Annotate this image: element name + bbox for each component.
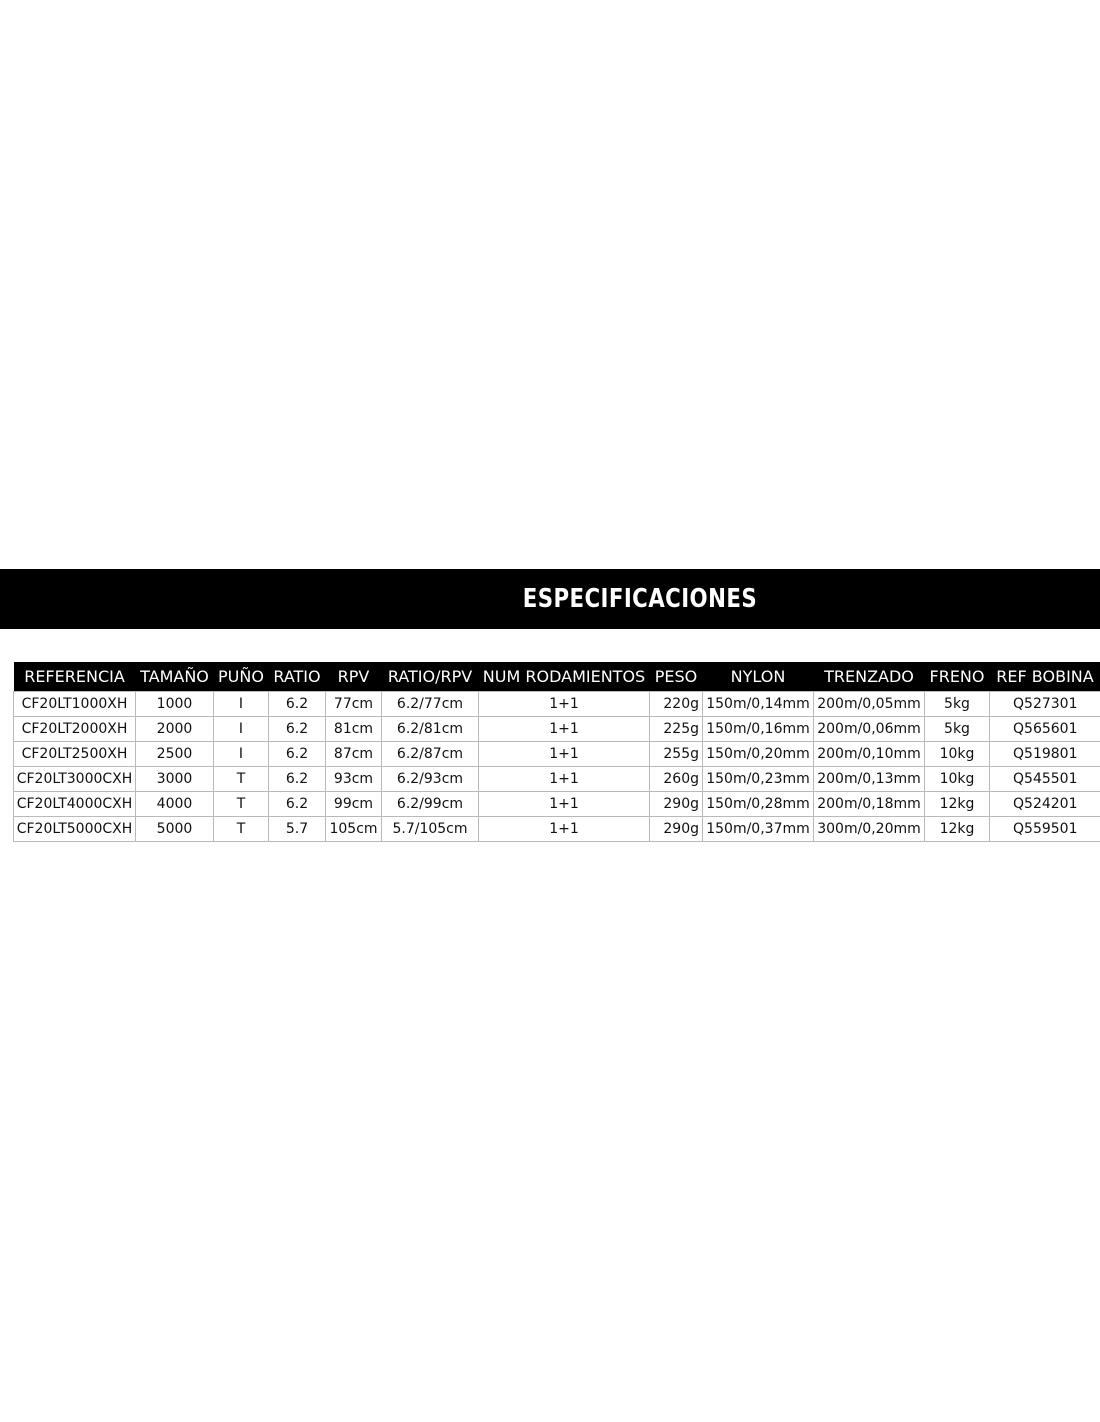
cell-referencia: CF20LT5000CXH	[14, 817, 136, 842]
header-puno: PUÑO	[214, 662, 269, 692]
cell-tamano: 1000	[136, 692, 214, 717]
cell-ref-bobina: Q519801	[990, 742, 1100, 767]
cell-puno: I	[214, 692, 269, 717]
cell-rpv: 105cm	[326, 817, 382, 842]
table-row	[14, 817, 1100, 842]
cell-tamano: 2500	[136, 742, 214, 767]
cell-peso: 290g	[650, 817, 703, 842]
cell-ratio-rpv: 6.2/77cm	[382, 692, 479, 717]
cell-ratio: 5.7	[269, 817, 326, 842]
section-title: ESPECIFICACIONES	[522, 584, 758, 614]
header-ratio: RATIO	[269, 662, 326, 692]
table-row	[14, 767, 1100, 792]
cell-trenzado: 200m/0,10mm	[814, 742, 925, 767]
table-row	[14, 792, 1100, 817]
cell-peso: 220g	[650, 692, 703, 717]
cell-ratio: 6.2	[269, 767, 326, 792]
cell-rpv: 99cm	[326, 792, 382, 817]
cell-tamano: 2000	[136, 717, 214, 742]
table-row	[14, 692, 1100, 717]
table-row	[14, 717, 1100, 742]
cell-peso: 290g	[650, 792, 703, 817]
cell-rpv: 87cm	[326, 742, 382, 767]
cell-nylon: 150m/0,23mm	[703, 767, 814, 792]
header-referencia: REFERENCIA	[14, 662, 136, 692]
header-ref-bobina: REF BOBINA	[990, 662, 1100, 692]
cell-num-rodamientos: 1+1	[479, 692, 650, 717]
cell-freno: 5kg	[925, 717, 990, 742]
table-header-row	[14, 662, 1100, 692]
cell-nylon: 150m/0,20mm	[703, 742, 814, 767]
section-banner	[0, 569, 1100, 629]
cell-ref-bobina: Q524201	[990, 792, 1100, 817]
cell-rpv: 81cm	[326, 717, 382, 742]
cell-nylon: 150m/0,37mm	[703, 817, 814, 842]
header-ratio-rpv: RATIO/RPV	[382, 662, 479, 692]
cell-ratio: 6.2	[269, 717, 326, 742]
cell-referencia: CF20LT4000CXH	[14, 792, 136, 817]
cell-num-rodamientos: 1+1	[479, 767, 650, 792]
header-trenzado: TRENZADO	[814, 662, 925, 692]
cell-trenzado: 300m/0,20mm	[814, 817, 925, 842]
cell-freno: 5kg	[925, 692, 990, 717]
specifications-table	[13, 662, 1100, 842]
cell-ref-bobina: Q559501	[990, 817, 1100, 842]
cell-freno: 12kg	[925, 792, 990, 817]
cell-nylon: 150m/0,16mm	[703, 717, 814, 742]
cell-referencia: CF20LT3000CXH	[14, 767, 136, 792]
cell-num-rodamientos: 1+1	[479, 817, 650, 842]
cell-nylon: 150m/0,14mm	[703, 692, 814, 717]
cell-ratio-rpv: 6.2/93cm	[382, 767, 479, 792]
cell-ref-bobina: Q527301	[990, 692, 1100, 717]
cell-ratio-rpv: 6.2/81cm	[382, 717, 479, 742]
cell-freno: 10kg	[925, 767, 990, 792]
header-tamano: TAMAÑO	[136, 662, 214, 692]
cell-ratio-rpv: 5.7/105cm	[382, 817, 479, 842]
table-row	[14, 742, 1100, 767]
cell-tamano: 3000	[136, 767, 214, 792]
cell-peso: 260g	[650, 767, 703, 792]
cell-ratio: 6.2	[269, 742, 326, 767]
cell-trenzado: 200m/0,05mm	[814, 692, 925, 717]
header-num-rodamientos: NUM RODAMIENTOS	[479, 662, 650, 692]
cell-freno: 12kg	[925, 817, 990, 842]
cell-peso: 225g	[650, 717, 703, 742]
cell-ratio: 6.2	[269, 792, 326, 817]
cell-puno: T	[214, 792, 269, 817]
cell-trenzado: 200m/0,18mm	[814, 792, 925, 817]
cell-ratio-rpv: 6.2/99cm	[382, 792, 479, 817]
cell-peso: 255g	[650, 742, 703, 767]
cell-num-rodamientos: 1+1	[479, 742, 650, 767]
cell-puno: I	[214, 742, 269, 767]
cell-puno: T	[214, 767, 269, 792]
cell-puno: I	[214, 717, 269, 742]
cell-rpv: 93cm	[326, 767, 382, 792]
cell-trenzado: 200m/0,06mm	[814, 717, 925, 742]
header-freno: FRENO	[925, 662, 990, 692]
header-rpv: RPV	[326, 662, 382, 692]
cell-ratio-rpv: 6.2/87cm	[382, 742, 479, 767]
cell-ref-bobina: Q565601	[990, 717, 1100, 742]
header-nylon: NYLON	[703, 662, 814, 692]
cell-ratio: 6.2	[269, 692, 326, 717]
cell-tamano: 5000	[136, 817, 214, 842]
cell-referencia: CF20LT2500XH	[14, 742, 136, 767]
cell-num-rodamientos: 1+1	[479, 792, 650, 817]
cell-freno: 10kg	[925, 742, 990, 767]
cell-referencia: CF20LT1000XH	[14, 692, 136, 717]
cell-tamano: 4000	[136, 792, 214, 817]
cell-nylon: 150m/0,28mm	[703, 792, 814, 817]
header-peso: PESO	[650, 662, 703, 692]
cell-rpv: 77cm	[326, 692, 382, 717]
cell-trenzado: 200m/0,13mm	[814, 767, 925, 792]
cell-ref-bobina: Q545501	[990, 767, 1100, 792]
cell-num-rodamientos: 1+1	[479, 717, 650, 742]
cell-puno: T	[214, 817, 269, 842]
cell-referencia: CF20LT2000XH	[14, 717, 136, 742]
